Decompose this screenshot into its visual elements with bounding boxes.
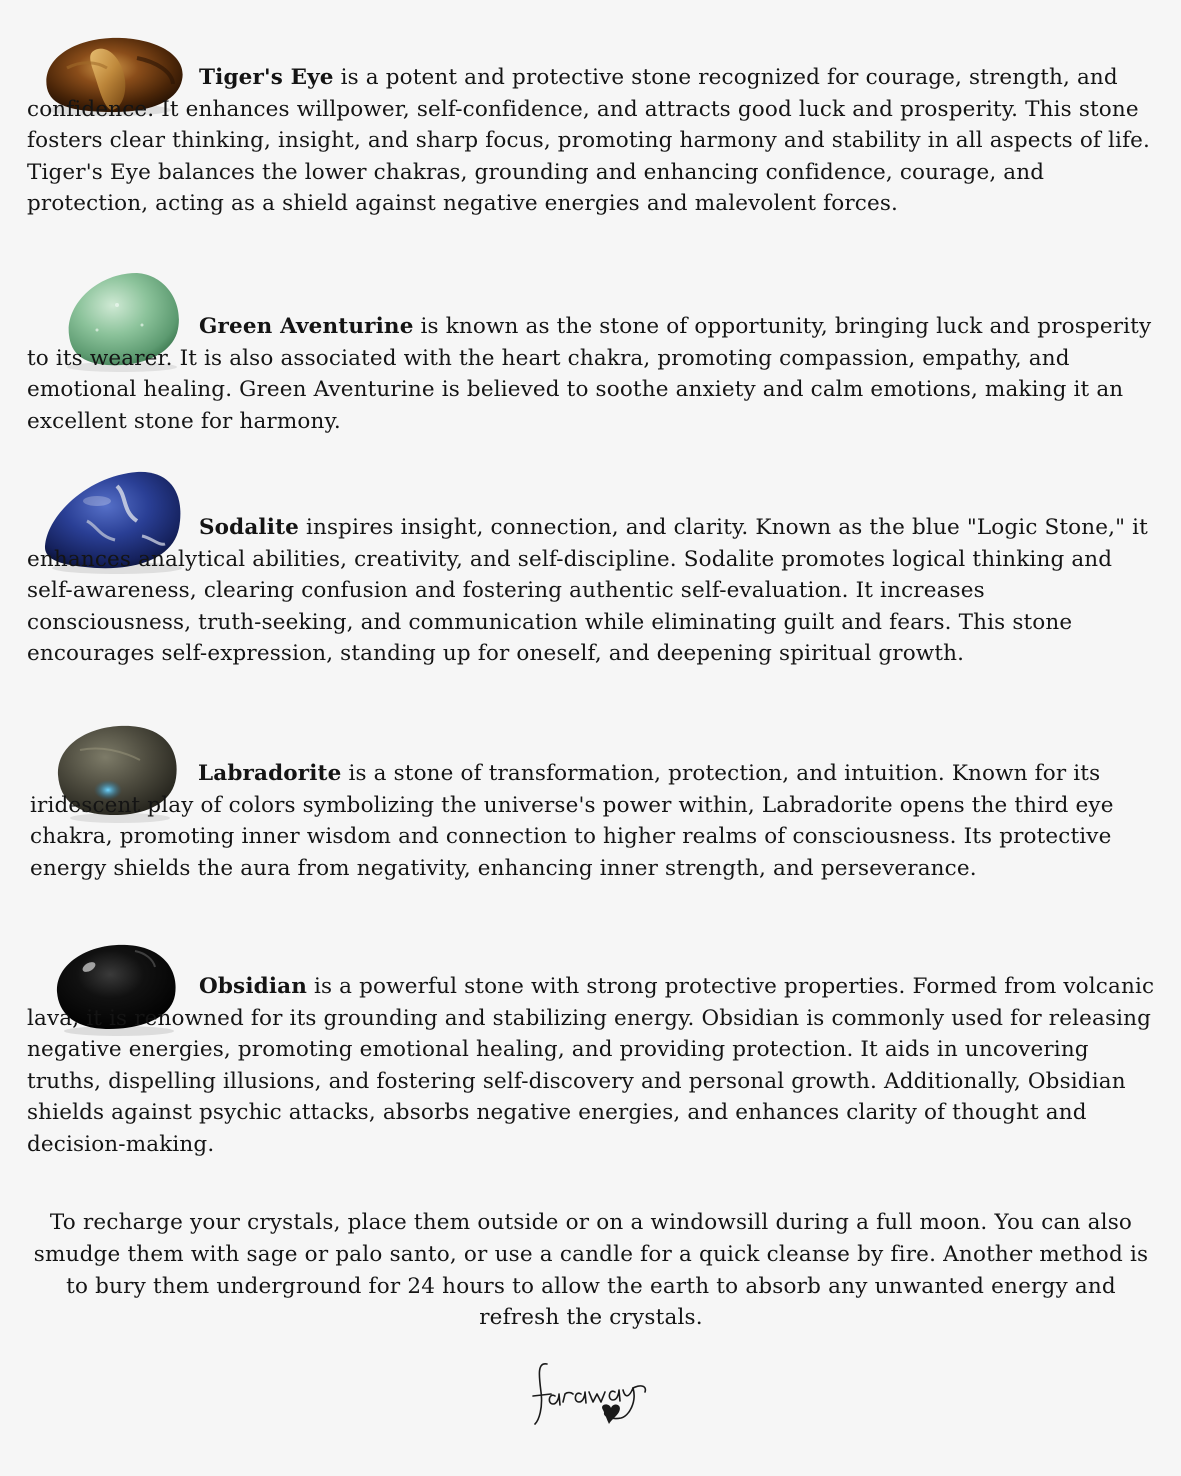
stone-entry-tigers-eye (27, 62, 1155, 220)
stone-entry-labradorite (30, 758, 1150, 884)
stone-name-tigers-eye: Tiger's Eye (199, 65, 334, 90)
stone-entry-obsidian (27, 971, 1155, 1161)
stone-name-green-aventurine: Green Aventurine (199, 314, 414, 339)
stone-entry-sodalite (27, 512, 1155, 670)
stone-description-obsidian: is a powerful stone with strong protective properties. Formed from volcanic lava, it is renowned for its grounding and stabilizing energy. Obsidian is commonly used for releasing negative energies, promoting emotional healing, and providing protection. It aids in uncovering truths, dispelling illusions, and fostering self-discovery and personal growth. Additionally, Obsidian shields against psychic attacks, absorbs negative energies, and enhances clarity of thought and decision-making. (27, 974, 1155, 1157)
stone-description-tigers-eye: is a potent and protective stone recognized for courage, strength, and confidence. It enhances willpower, self-confidence, and attracts good luck and prosperity. This stone fosters clear thinking, insight, and sharp focus, promoting harmony and stability in all aspects of life. Tiger's Eye balances the lower chakras, grounding and enhancing confidence, courage, and protection, acting as a shield against negative energies and malevolent forces. (27, 65, 1151, 217)
tigers-eye-stone-image (27, 28, 187, 92)
recharge-instructions: To recharge your crystals, place them outside or on a windowsill during a full moon. You can also smudge them with sage or palo santo, or use a candle for a quick cleanse by fire. Another method is to bury them underground for 24 hours to allow the earth to absorb any unwanted energy and refresh the crystals. (33, 1210, 1149, 1331)
stone-name-sodalite: Sodalite (199, 515, 299, 540)
green-aventurine-stone-image (27, 265, 187, 329)
sodalite-stone-image (27, 466, 187, 530)
obsidian-stone-image (27, 937, 187, 1001)
labradorite-stone-image (30, 720, 186, 784)
faraway-signature-logo (525, 1352, 655, 1432)
stone-name-labradorite: Labradorite (198, 761, 342, 786)
stone-entry-green-aventurine (27, 311, 1155, 437)
stone-description-sodalite: inspires insight, connection, and clarity. Known as the blue "Logic Stone," it enhances analytical abilities, creativity, and self-discipline. Sodalite promotes logical thinking and self-awareness, clearing confusion and fostering authentic self-evaluation. It increases consciousness, truth-seeking, and communication while eliminating guilt and fears. This stone encourages self-expression, standing up for oneself, and deepening spiritual growth. (27, 515, 1148, 667)
stone-name-obsidian: Obsidian (199, 974, 307, 999)
stone-description-green-aventurine: is known as the stone of opportunity, bringing luck and prosperity to its wearer. It is also associated with the heart chakra, promoting compassion, empathy, and emotional healing. Green Aventurine is believed to soothe anxiety and calm emotions, making it an excellent stone for harmony. (27, 314, 1152, 434)
stone-description-labradorite: is a stone of transformation, protection, and intuition. Known for its iridescent play of colors symbolizing the universe's power within, Labradorite opens the third eye chakra, promoting inner wisdom and connection to higher realms of consciousness. Its protective energy shields the aura from negativity, enhancing inner strength, and perseverance. (30, 761, 1114, 881)
